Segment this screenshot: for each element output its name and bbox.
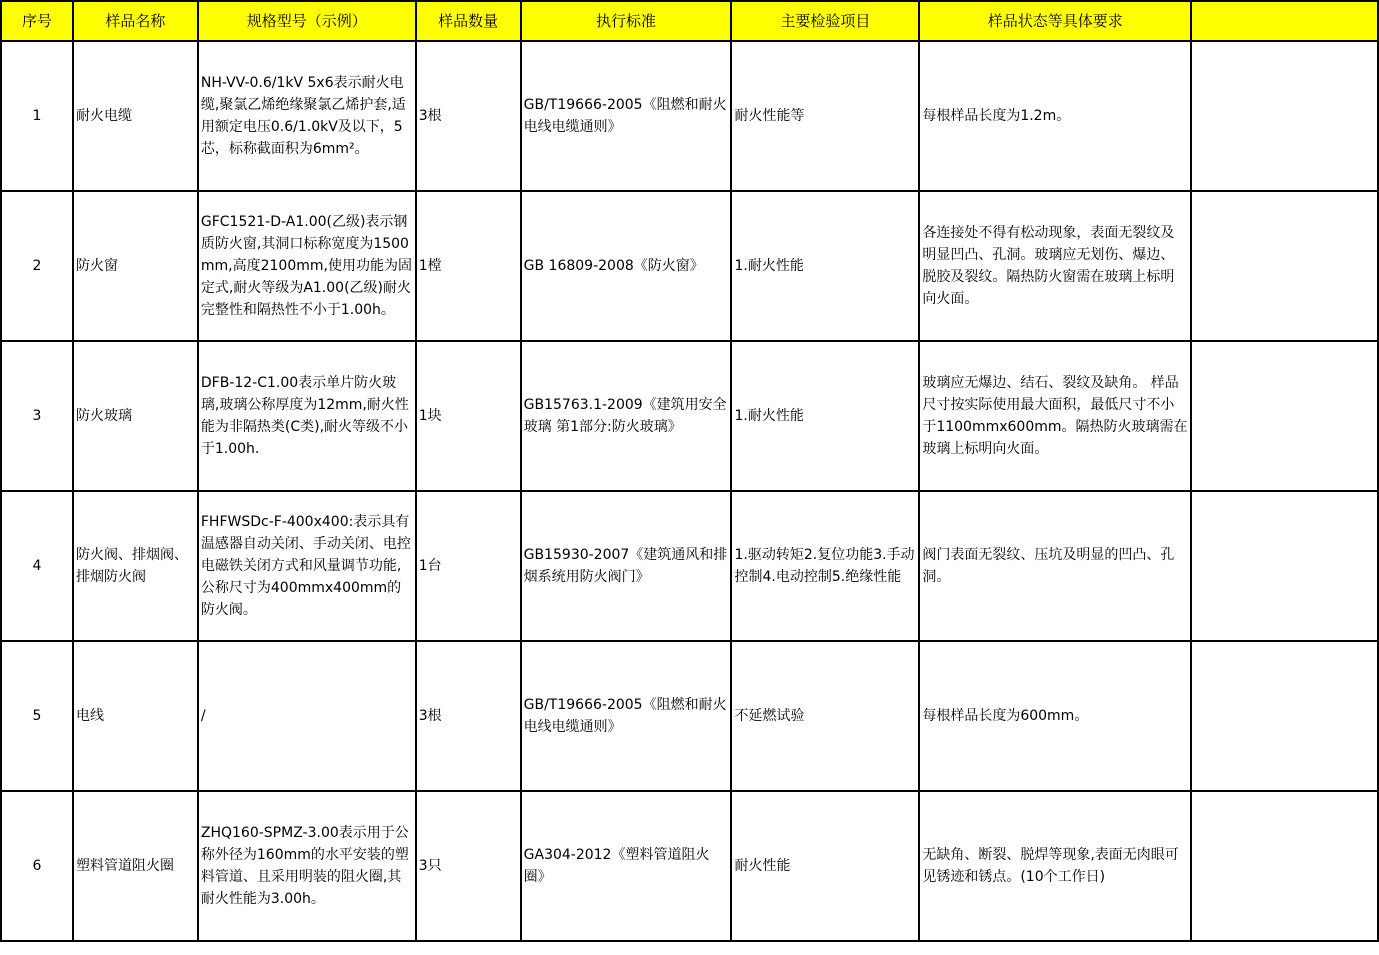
cell-extra[interactable] [1191, 791, 1378, 941]
header-name: 样品名称 [73, 1, 198, 41]
header-requirements: 样品状态等具体要求 [919, 1, 1191, 41]
cell-requirements[interactable]: 每根样品长度为600mm。 [919, 641, 1191, 791]
cell-standard[interactable]: GB15930-2007《建筑通风和排烟系统用防火阀门》 [521, 491, 732, 641]
table-row [1, 41, 1378, 191]
header-standard: 执行标准 [521, 1, 732, 41]
cell-extra[interactable] [1191, 41, 1378, 191]
table-row [1, 191, 1378, 341]
cell-extra[interactable] [1191, 491, 1378, 641]
header-row [1, 1, 1378, 41]
header-no: 序号 [1, 1, 73, 41]
table-row [1, 791, 1378, 941]
cell-standard[interactable]: GB/T19666-2005《阻燃和耐火电线电缆通则》 [521, 641, 732, 791]
cell-no[interactable]: 2 [1, 191, 73, 341]
cell-items[interactable]: 耐火性能 [731, 791, 919, 941]
header-spec: 规格型号（示例） [198, 1, 416, 41]
cell-spec[interactable]: / [198, 641, 416, 791]
cell-items[interactable]: 1.耐火性能 [731, 341, 919, 491]
cell-qty[interactable]: 1块 [416, 341, 521, 491]
table-row [1, 491, 1378, 641]
table-row [1, 641, 1378, 791]
cell-no[interactable]: 1 [1, 41, 73, 191]
cell-name[interactable]: 耐火电缆 [73, 41, 198, 191]
cell-name[interactable]: 防火玻璃 [73, 341, 198, 491]
cell-requirements[interactable]: 每根样品长度为1.2m。 [919, 41, 1191, 191]
cell-spec[interactable]: NH-VV-0.6/1kV 5x6表示耐火电缆,聚氯乙烯绝缘聚氯乙烯护套,适用额定电压0.6/1.0kV及以下，5芯，标称截面积为6mm²。 [198, 41, 416, 191]
cell-qty[interactable]: 3只 [416, 791, 521, 941]
cell-name[interactable]: 防火窗 [73, 191, 198, 341]
cell-extra[interactable] [1191, 641, 1378, 791]
header-items: 主要检验项目 [731, 1, 919, 41]
cell-spec[interactable]: ZHQ160-SPMZ-3.00表示用于公称外径为160mm的水平安装的塑料管道、且采用明装的阻火圈,其耐火性能为3.00h。 [198, 791, 416, 941]
cell-requirements[interactable]: 无缺角、断裂、脱焊等现象,表面无肉眼可见锈迹和锈点。(10个工作日) [919, 791, 1191, 941]
cell-no[interactable]: 4 [1, 491, 73, 641]
table-row [1, 341, 1378, 491]
cell-name[interactable]: 电线 [73, 641, 198, 791]
cell-no[interactable]: 6 [1, 791, 73, 941]
cell-standard[interactable]: GA304-2012《塑料管道阻火圈》 [521, 791, 732, 941]
cell-qty[interactable]: 1台 [416, 491, 521, 641]
cell-requirements[interactable]: 阀门表面无裂纹、压坑及明显的凹凸、孔洞。 [919, 491, 1191, 641]
cell-no[interactable]: 5 [1, 641, 73, 791]
cell-standard[interactable]: GB/T19666-2005《阻燃和耐火电线电缆通则》 [521, 41, 732, 191]
cell-standard[interactable]: GB 16809-2008《防火窗》 [521, 191, 732, 341]
cell-name[interactable]: 塑料管道阻火圈 [73, 791, 198, 941]
cell-standard[interactable]: GB15763.1-2009《建筑用安全玻璃 第1部分:防火玻璃》 [521, 341, 732, 491]
header-qty: 样品数量 [416, 1, 521, 41]
cell-extra[interactable] [1191, 341, 1378, 491]
cell-spec[interactable]: DFB-12-C1.00表示单片防火玻璃,玻璃公称厚度为12mm,耐火性能为非隔热类(C类),耐火等级不小于1.00h. [198, 341, 416, 491]
cell-qty[interactable]: 3根 [416, 41, 521, 191]
cell-items[interactable]: 耐火性能等 [731, 41, 919, 191]
cell-qty[interactable]: 1樘 [416, 191, 521, 341]
cell-extra[interactable] [1191, 191, 1378, 341]
cell-spec[interactable]: GFC1521-D-A1.00(乙级)表示钢质防火窗,其洞口标称宽度为1500mm,高度2100mm,使用功能为固定式,耐火等级为A1.00(乙级)耐火完整性和隔热性不小于1.00h。 [198, 191, 416, 341]
cell-requirements[interactable]: 玻璃应无爆边、结石、裂纹及缺角。 样品尺寸按实际使用最大面积，最低尺寸不小于1100mmx600mm。隔热防火玻璃需在玻璃上标明向火面。 [919, 341, 1191, 491]
cell-spec[interactable]: FHFWSDc-F-400x400:表示具有温感器自动关闭、手动关闭、电控电磁铁关闭方式和风量调节功能,公称尺寸为400mmx400mm的防火阀。 [198, 491, 416, 641]
cell-qty[interactable]: 3根 [416, 641, 521, 791]
cell-items[interactable]: 1.驱动转矩2.复位功能3.手动控制4.电动控制5.绝缘性能 [731, 491, 919, 641]
cell-no[interactable]: 3 [1, 341, 73, 491]
cell-items[interactable]: 1.耐火性能 [731, 191, 919, 341]
cell-name[interactable]: 防火阀、排烟阀、排烟防火阀 [73, 491, 198, 641]
cell-requirements[interactable]: 各连接处不得有松动现象，表面无裂纹及明显凹凸、孔洞。玻璃应无划伤、爆边、脱胶及裂纹。隔热防火窗需在玻璃上标明向火面。 [919, 191, 1191, 341]
cell-items[interactable]: 不延燃试验 [731, 641, 919, 791]
header-extra [1191, 1, 1378, 41]
